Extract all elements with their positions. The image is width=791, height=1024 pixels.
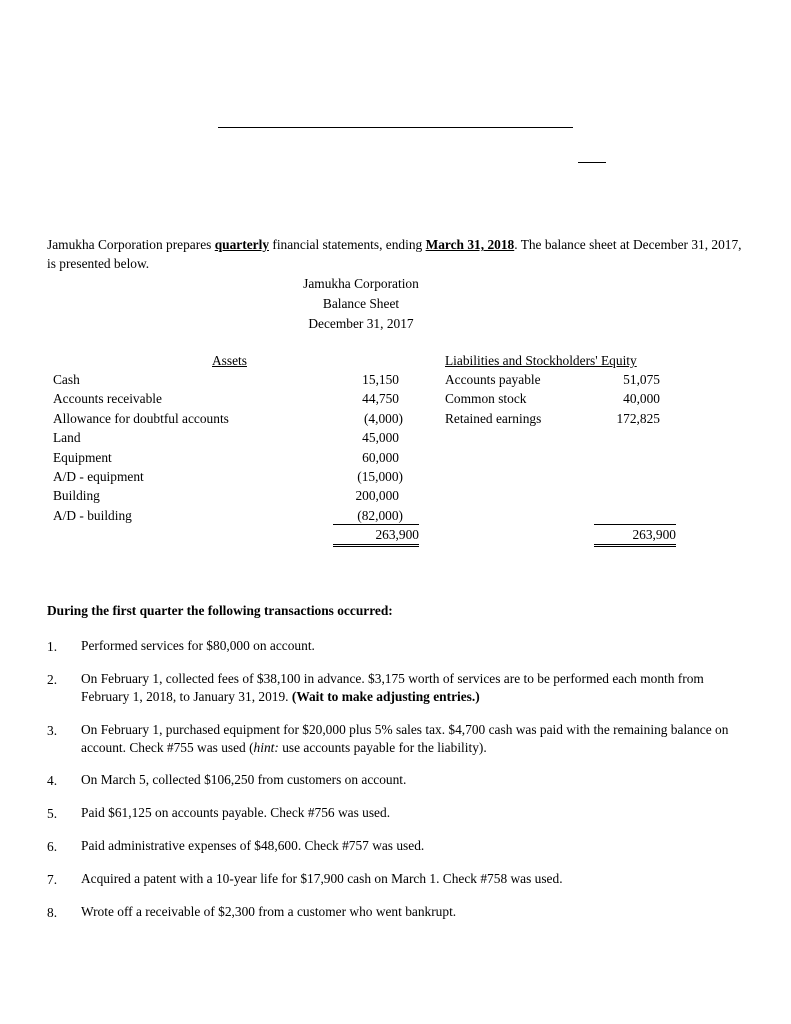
name-blank-line xyxy=(218,127,573,128)
transaction-number: 5. xyxy=(47,806,58,821)
liability-label: Common stock xyxy=(445,391,527,406)
transaction-text: Paid $61,125 on accounts payable. Check #756 was used. xyxy=(81,805,391,820)
bs-date: December 31, 2017 xyxy=(308,316,414,331)
transaction-text: On February 1, collected fees of $38,100 in advance. $3,175 worth of services are to be performed each month from February 1, 2018, to January 31, 2019. xyxy=(81,671,704,704)
asset-label: Equipment xyxy=(53,450,112,465)
assets-subtotal-line xyxy=(333,524,419,525)
asset-label: Cash xyxy=(53,372,80,387)
transaction-text: Performed services for $80,000 on account. xyxy=(81,638,315,653)
transaction-text: Wrote off a receivable of $2,300 from a customer who went bankrupt. xyxy=(81,904,457,919)
transaction-number: 2. xyxy=(47,672,58,687)
asset-label: Building xyxy=(53,488,100,503)
intro-paragraph xyxy=(47,235,747,273)
asset-amount: (15,000) xyxy=(357,469,403,484)
assets-header: Assets xyxy=(212,353,247,368)
transaction-text-b: use accounts payable for the liability). xyxy=(278,740,487,755)
transaction-number: 7. xyxy=(47,872,58,887)
intro-text-c: . The balance sheet at December 31, 2017, is presented below. xyxy=(47,237,742,271)
liability-label: Retained earnings xyxy=(445,411,542,426)
asset-label: Allowance for doubtful accounts xyxy=(53,411,229,426)
asset-label: Land xyxy=(53,430,81,445)
asset-amount: (4,000) xyxy=(363,411,403,426)
liabilities-header: Liabilities and Stockholders' Equity xyxy=(445,353,637,368)
asset-amount: 200,000 xyxy=(355,488,399,503)
asset-label: A/D - equipment xyxy=(53,469,144,484)
asset-label: A/D - building xyxy=(53,508,132,523)
intro-bold-date: March 31, 2018 xyxy=(425,237,515,252)
transaction-text: On February 1, purchased equipment for $20,000 plus 5% sales tax. $4,700 cash was paid with the remaining balance on account. Check #755 was used ( xyxy=(81,722,729,755)
liability-amount: 40,000 xyxy=(623,391,660,406)
intro-text-a: Jamukha Corporation prepares xyxy=(47,237,215,252)
liabilities-subtotal-line xyxy=(594,524,676,525)
bs-company: Jamukha Corporation xyxy=(303,276,419,291)
transaction-number: 6. xyxy=(47,839,58,854)
intro-text-b: financial statements, ending xyxy=(269,237,426,252)
transaction-number: 8. xyxy=(47,905,58,920)
asset-amount: 45,000 xyxy=(362,430,399,445)
transaction-number: 3. xyxy=(47,723,58,738)
section-blank-line xyxy=(578,162,606,163)
liability-label: Accounts payable xyxy=(445,372,541,387)
asset-amount: (82,000) xyxy=(357,508,403,523)
transaction-number: 1. xyxy=(47,639,58,654)
bs-title: Balance Sheet xyxy=(322,296,400,311)
transaction-number: 4. xyxy=(47,773,58,788)
transaction-text: On March 5, collected $106,250 from customers on account. xyxy=(81,772,407,787)
liabilities-total: 263,900 xyxy=(594,526,676,547)
transaction-text: Acquired a patent with a 10-year life for $17,900 cash on March 1. Check #758 was used. xyxy=(81,871,563,886)
liability-amount: 51,075 xyxy=(623,372,660,387)
assets-total: 263,900 xyxy=(333,526,419,547)
liability-amount: 172,825 xyxy=(616,411,660,426)
intro-bold-quarterly: quarterly xyxy=(214,237,270,252)
transaction-hint: hint: xyxy=(253,740,279,755)
transaction-bold-note: (Wait to make adjusting entries.) xyxy=(291,689,480,704)
asset-amount: 60,000 xyxy=(362,450,399,465)
asset-label: Accounts receivable xyxy=(53,391,162,406)
asset-amount: 15,150 xyxy=(362,372,399,387)
asset-amount: 44,750 xyxy=(362,391,399,406)
transactions-heading: During the first quarter the following transactions occurred: xyxy=(47,603,393,618)
transaction-text: Paid administrative expenses of $48,600. Check #757 was used. xyxy=(81,838,425,853)
